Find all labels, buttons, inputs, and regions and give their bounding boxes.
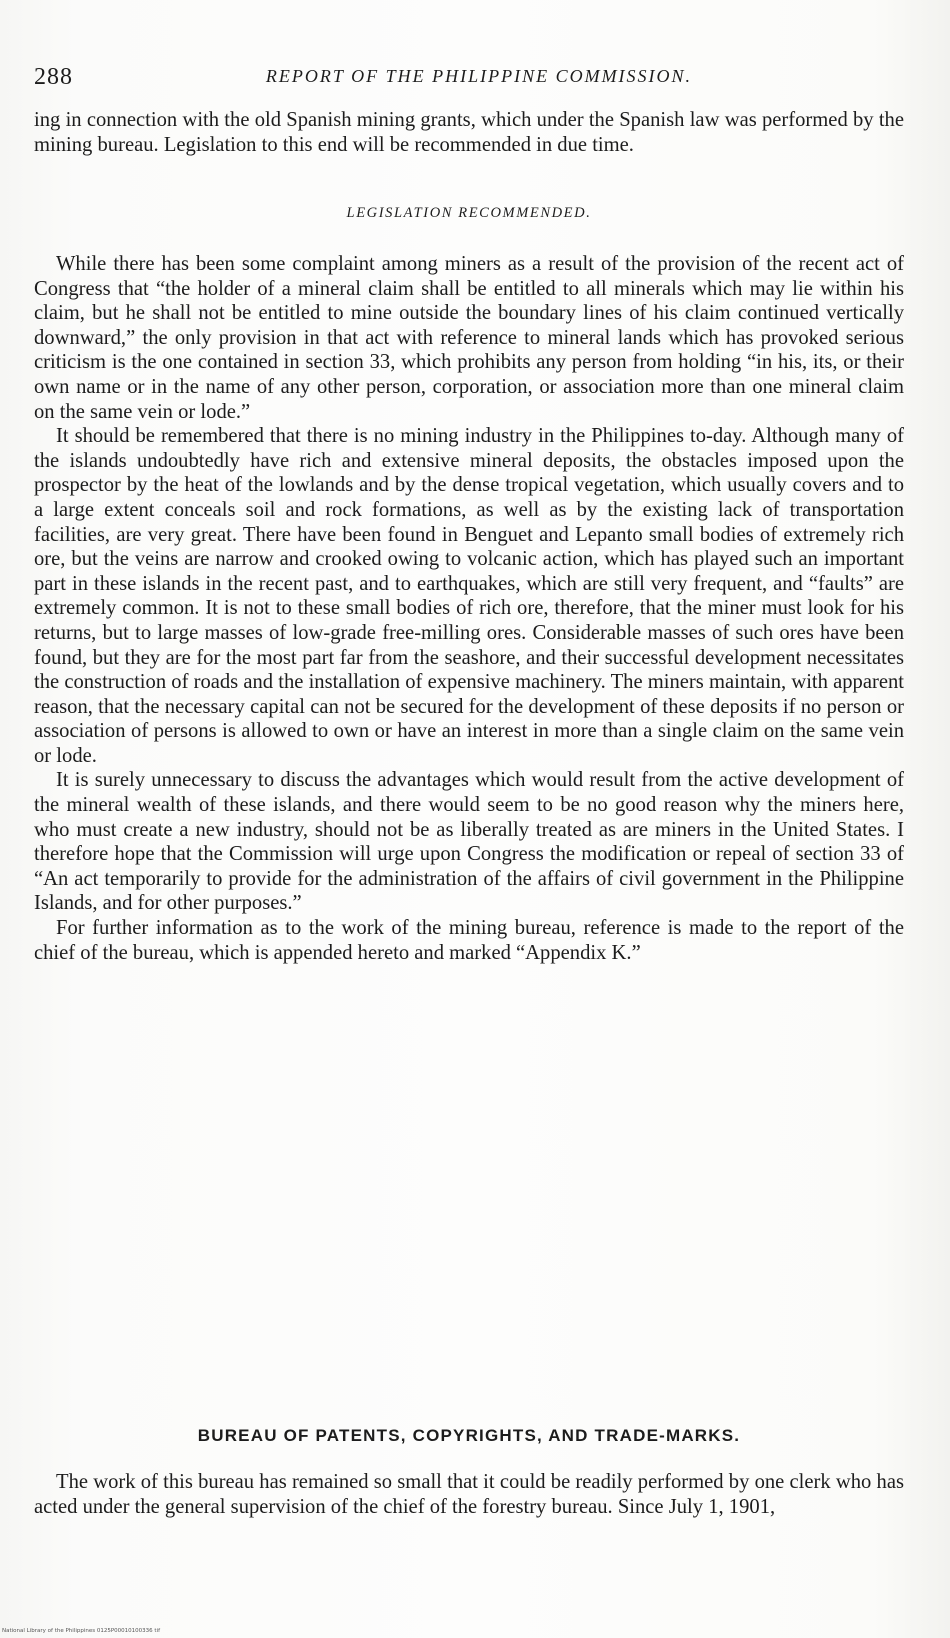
legislation-paragraph-3: It is surely unnecessary to discuss the advantages which would result from the active development of the mineral wealth of these islands, and there would seem to be no good reason why the miners here, who must create a new industry, should not be as liberally treated as are miners in the United States. I therefore hope that the Commission will urge upon Congress the modification or repeal of section 33 of “An act temporarily to provide for the administration of the affairs of civil government in the Philippine Islands, and for other purposes.” <box>34 769 904 915</box>
legislation-paragraph-2: It should be remembered that there is no mining industry in the Philippines to-day. Although many of the islands undoubtedly have rich and extensive mineral deposits, the obstacles imposed upon the prospector by the heat of the lowlands and by the dense tropical vegetation, which usually covers and to a large extent conceals soil and rock formations, as well as by the existing lack of transportation facilities, are very great. There have been found in Benguet and Lepanto small bodies of extremely rich ore, but the veins are narrow and crooked owing to volcanic action, which has played such an important part in these islands in the recent past, and to earthquakes, which are still very frequent, and “faults” are extremely common. It is not to these small bodies of rich ore, therefore, that the miner must look for his returns, but to large masses of low-grade free-milling ores. Considerable masses of such ores have been found, but they are for the most part far from the seashore, and their successful development necessitates the construction of roads and the installation of expensive machinery. The miners maintain, with apparent reason, that the necessary capital can not be secured for the development of these deposits if no person or association of persons is allowed to own or have an interest in more than a single claim on the same vein or lode. <box>34 425 904 767</box>
page-number: 288 <box>34 64 73 90</box>
legislation-paragraph-4: For further information as to the work of the mining bureau, reference is made to the report of the chief of the bureau, which is appended hereto and marked “Appendix K.” <box>34 917 904 964</box>
intro-paragraph-block <box>34 108 904 157</box>
legislation-heading: LEGISLATION RECOMMENDED. <box>346 205 592 221</box>
intro-paragraph: ing in connection with the old Spanish mining grants, which under the Spanish law was performed by the mining bureau. Legislation to this end will be recommended in due time. <box>34 109 904 156</box>
running-head <box>34 64 924 94</box>
bureau-heading: BUREAU OF PATENTS, COPYRIGHTS, AND TRADE-MARKS. <box>197 1426 741 1445</box>
bureau-paragraph: The work of this bureau has remained so small that it could be readily performed by one clerk who has acted under the general supervision of the chief of the forestry bureau. Since July 1, 1901, <box>34 1471 904 1518</box>
legislation-paragraph-1: While there has been some complaint among miners as a result of the provision of the recent act of Congress that “the holder of a mineral claim shall be entitled to all minerals which may lie within his claim, but he shall not be entitled to mine outside the boundary lines of his claim continued vertically downward,” the only provision in that act with reference to mineral lands which has provoked serious criticism is the one contained in section 33, which prohibits any person from holding “in his, its, or their own name or in the name of any other person, corporation, or association more than one mineral claim on the same vein or lode.” <box>34 253 904 423</box>
running-title: REPORT OF THE PHILIPPINE COMMISSION. <box>265 66 693 86</box>
bureau-body <box>34 1470 904 1519</box>
scan-footer-note: National Library of the Philippines 0125P00010100336 tif <box>2 1628 161 1634</box>
legislation-body <box>34 252 904 965</box>
